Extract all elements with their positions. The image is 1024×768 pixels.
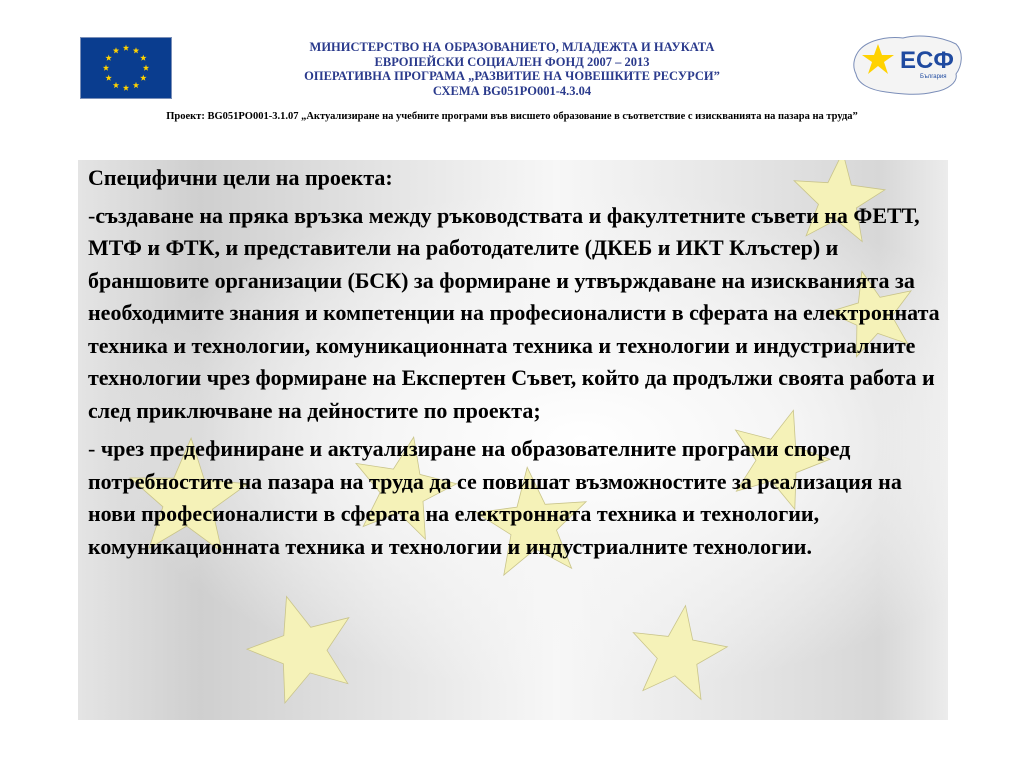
decorative-star-icon	[633, 606, 727, 700]
esf-logo-subtext: България	[920, 74, 947, 80]
eu-star-icon	[133, 47, 139, 53]
decorative-star-icon	[247, 597, 349, 704]
header-line-ministry: МИНИСТЕРСТВО НА ОБРАЗОВАНИЕТО, МЛАДЕЖТА И НАУКАТА	[309, 40, 715, 54]
eu-star-icon	[123, 85, 129, 91]
eu-star-icon	[140, 75, 147, 81]
eu-flag-icon	[80, 37, 172, 99]
project-title: Проект: BG051PO001-3.1.07 „Актуализиране на учебните програми във висшето образование в съответствие с изискванията на пазара на труда”	[166, 111, 858, 122]
goal-item-2	[88, 433, 948, 563]
eu-star-icon	[103, 65, 109, 71]
content-text	[88, 162, 948, 563]
header-line-scheme: СХЕМА BG051PO001-4.3.04	[432, 83, 592, 98]
eu-star-icon	[140, 55, 147, 61]
goal-item-1-text: създаване на пряка връзка между ръководствата и факултетните съвети на ФЕТТ, МТФ и ФТК, и представители на работодателите (ДКЕБ и ИКТ Клъстер) и браншовите организации (БСК) за формиране и утвърждаване на изискванията за необходимите знания и компетенции на професионалисти в сферата на електронната техника и технологии, комуникационната техника и технологии и индустриалните технологии чрез формиране на Експертен Съвет, който да продължи своята работа и след приключване на дейностите по проекта;	[88, 202, 940, 423]
esf-logo-icon	[848, 30, 968, 100]
content-panel	[78, 160, 948, 720]
header-line-program: ОПЕРАТИВНА ПРОГРАМА „РАЗВИТИЕ НА ЧОВЕШКИТЕ РЕСУРСИ”	[304, 69, 720, 83]
eu-star-icon	[143, 65, 149, 71]
page-header	[180, 40, 844, 98]
eu-star-icon	[105, 55, 112, 61]
eu-star-icon	[105, 75, 112, 81]
eu-star-icon	[113, 47, 119, 53]
header-line-fund: ЕВРОПЕЙСКИ СОЦИАЛЕН ФОНД 2007 – 2013	[374, 54, 650, 69]
goal-item-1	[88, 200, 948, 428]
eu-star-icon	[133, 82, 139, 88]
eu-star-icon	[113, 82, 119, 88]
eu-star-icon	[123, 45, 129, 51]
goal-item-2-text: чрез предефиниране и актуализиране на образователните програми според потребностите на пазара на труда да се повишат възможностите за реализация на нови професионалисти в сферата на електронната техника и технологии, комуникационната техника и технологии и индустриалните технологии.	[88, 436, 902, 559]
esf-logo-text: ЕСФ	[900, 47, 954, 74]
goal-item-2-dash: -	[88, 436, 101, 461]
goal-item-1-dash: -	[88, 202, 96, 228]
section-heading: Специфични цели на проекта:	[88, 165, 393, 190]
